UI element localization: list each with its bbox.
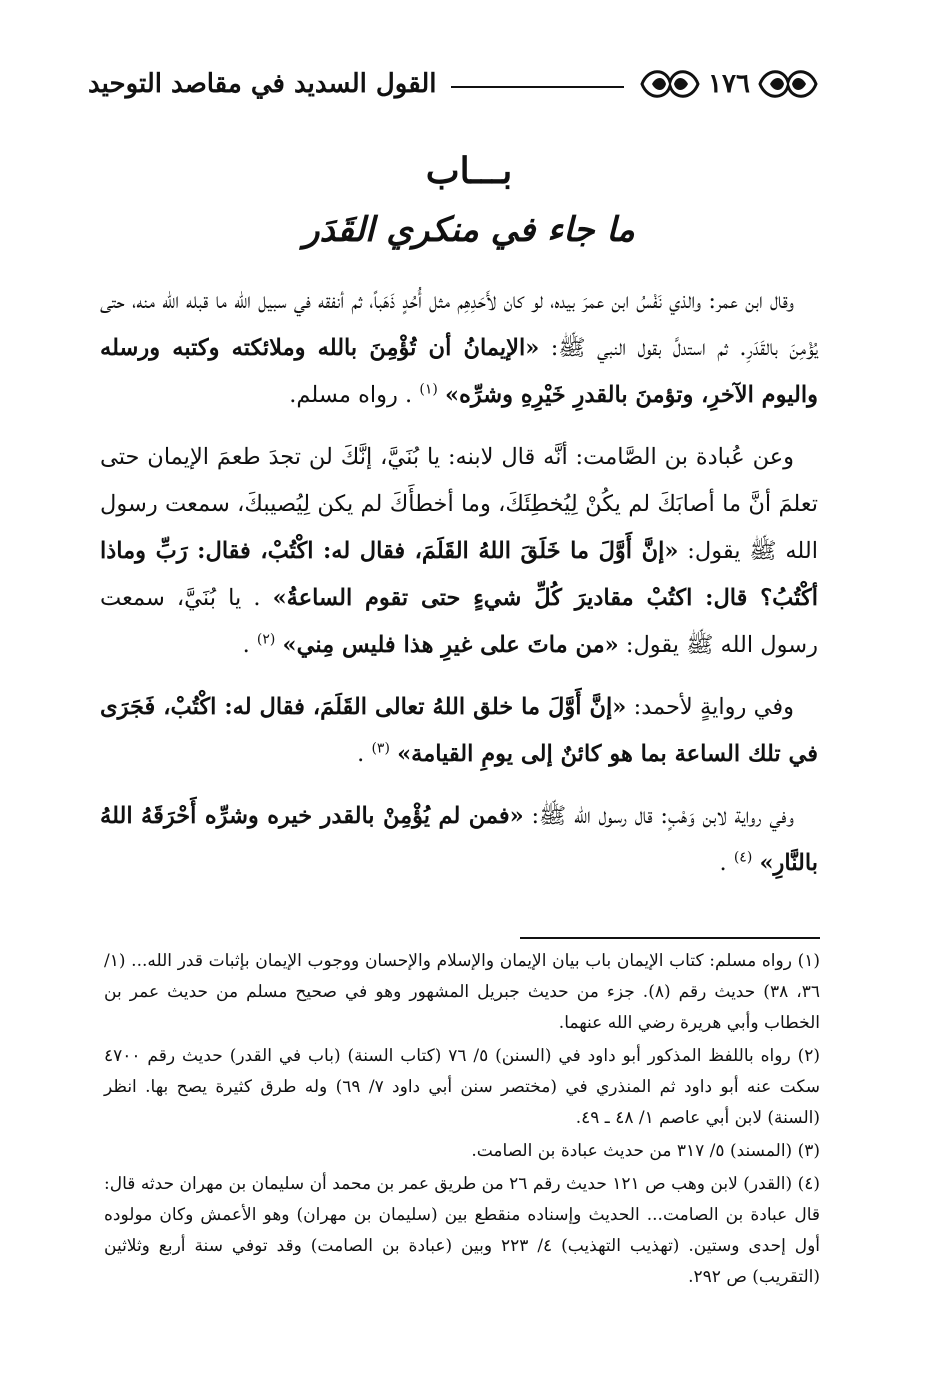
footnotes (104, 946, 820, 1295)
paragraph-lead: وعن عُبادة بن الصَّامت: أنَّه قال لابنه: يا بُنَيَّ، إنَّكَ لن تجدَ طعمَ الإيمان حتى تعلمَ أنَّ ما أصابَكَ لم يكُنْ لِيُخطِئَكَ، وما أخطأَكَ لم يكن لِيُصيبكَ، سمعت رسول الله ﷺ يقول: (100, 444, 818, 564)
footnote-3: (٣) (المسند) ٥/ ٣١٧ من حديث عبادة بن الصامت. (471, 1141, 820, 1161)
paragraph-lead: وفي روايةٍ لأحمد: (633, 694, 795, 720)
footnote-4: (٤) (القدر) لابن وهب ص ١٢١ حديث رقم ٢٦ من طريق عمر بن محمد أن سليمان بن مهران حدثه قال: قال عبادة بن الصامت... الحديث وإسناده منقطع بين (سليمان بن مهران) وهو الأعمش وكان مولوده أول إحدى وستين. (تهذيب التهذيب) ٤/ ٢٢٣ وبين (عبادة بن الصامت) وقد توفي سنة أربع وثلاثين (التقريب) ص ٢٩٢. (104, 1174, 821, 1287)
footnote-ref: (١) (419, 381, 438, 398)
running-header (88, 58, 820, 110)
paragraph-tail: . (719, 850, 727, 876)
hadith-quote: «إنَّ أَوَّلَ ما خلق اللهُ تعالى القَلَمَ، فقال له: اكْتُبْ، فَجَرَى في تلك الساعة بما هو كائنٌ إلى يومِ القيامة» (100, 694, 818, 767)
paragraph-ibn-wahb (100, 793, 818, 887)
footnote-ref: (٢) (256, 631, 276, 648)
chapter-label: بـــاب (425, 150, 513, 192)
paragraph-ibn-umar (100, 278, 818, 419)
ornament-right-icon (756, 64, 820, 104)
page-number: ١٧٦ (708, 69, 750, 99)
chapter-title: ما جاء في منكري القَدَر (303, 210, 635, 250)
footnote-ref: (٤) (733, 849, 753, 866)
paragraph-tail: . رواه مسلم. (289, 382, 413, 408)
book-title: القول السديد في مقاصد التوحيد (88, 69, 437, 99)
paragraph-lead: وفي رواية لابن وَهْبٍ: قال رسول الله ﷺ: (531, 803, 795, 829)
paragraph-tail: . (242, 632, 250, 658)
main-text (100, 278, 818, 902)
footnote-separator (520, 937, 820, 939)
paragraph-lead: وقال ابن عمر: والذي نَفْسُ ابن عمرَ بيده، لو كان لأَحَدِهِم مثل أُحُدٍ ذَهَباً، ثم أنفقه في سبيل الله ما قبله الله منه، حتى يُؤْمِنَ بالقَدَرِ. ثم استدلَّ بقول النبي ﷺ: (100, 288, 818, 361)
footnote-ref: (٣) (371, 740, 390, 757)
page-number-block (638, 64, 820, 104)
paragraph-ahmad (100, 684, 818, 778)
hadith-quote: «إنَّ أَوَّلَ ما خَلَقَ اللهُ القَلَمَ، فقال له: اكْتُبْ، فقال: رَبِّ وماذا أكْتُبُ؟ قال: اكتُبْ مقاديرَ كُلِّ شيءٍ حتى تقوم الساعةُ» (100, 538, 818, 611)
paragraph-ubada (100, 434, 818, 669)
footnote-2: (٢) رواه باللفظ المذكور أبو داود في (السنن) ٥/ ٧٦ (كتاب السنة) (باب في القدر) حديث رقم ٤٧٠٠ سكت عنه أبو داود ثم المنذري في (مختصر سنن أبي داود ٧/ ٦٩) وله طرق كثيرة يصح بها. انظر (السنة) لابن أبي عاصم ١/ ٤٨ ـ ٤٩. (104, 1046, 820, 1128)
footnote-1: (١) رواه مسلم: كتاب الإيمان باب بيان الإيمان والإسلام والإحسان ووجوب الإيمان بإثبات قدر الله... (١/ ٣٦، ٣٨) حديث رقم (٨). جزء من حديث جبريل المشهور وهو في صحيح مسلم من حديث عمر بن الخطاب وأبي هريرة رضي الله عنهما. (104, 951, 821, 1033)
ornament-left-icon (638, 64, 702, 104)
hadith-quote-second: «من ماتَ على غيرِ هذا فليس مِني» (282, 632, 619, 658)
hadith-quote: «الإيمانُ أن تُؤْمِنَ بالله وملائكته وكتبه ورسله واليوم الآخرِ، وتؤمنَ بالقدرِ خَيْرِهِ وشرِّه» (100, 335, 818, 408)
header-divider (451, 86, 625, 88)
paragraph-middle: . يا بُنَيَّ، سمعت رسول الله ﷺ يقول: (100, 585, 818, 658)
hadith-quote: «فمن لم يُؤْمِنْ بالقدر خيره وشرِّه أَحْرَقَهُ اللهُ بالنَّارِ» (100, 803, 818, 876)
paragraph-tail: . (357, 741, 365, 767)
